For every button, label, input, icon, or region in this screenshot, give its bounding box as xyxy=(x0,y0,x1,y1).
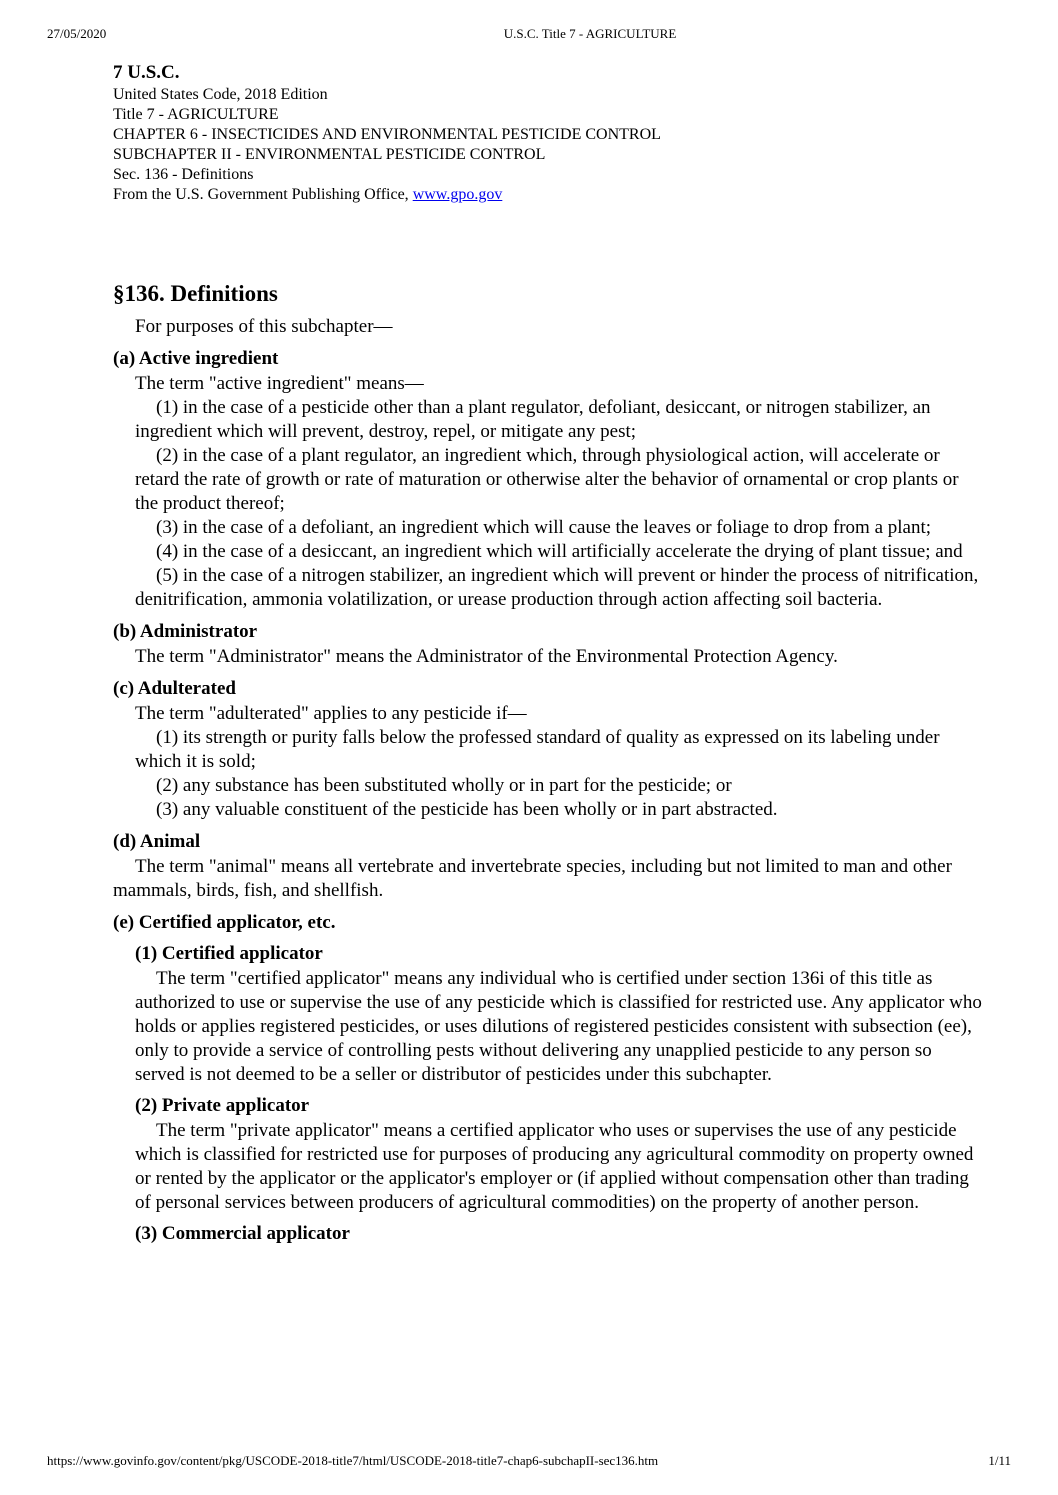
a-item-2: (2) in the case of a plant regulator, an ingredient which, through physiological action, will accelerate or retard the rate of growth or rate of maturation or otherwise alter the behavior of ornamental or crop plants or the product thereof; xyxy=(135,445,959,514)
d-text: The term "animal" means all vertebrate and invertebrate species, including but not limited to man and other mammals, birds, fish, and shellfish. xyxy=(113,856,952,901)
chapter-line: CHAPTER 6 - INSECTICIDES AND ENVIRONMENTAL PESTICIDE CONTROL xyxy=(113,126,661,143)
c-item-3: (3) any valuable constituent of the pesticide has been wholly or in part abstracted. xyxy=(156,799,778,820)
heading-a: (a) Active ingredient xyxy=(113,348,279,369)
heading-e1: (1) Certified applicator xyxy=(135,943,323,964)
heading-b: (b) Administrator xyxy=(113,621,258,642)
section-title: §136. Definitions xyxy=(113,281,278,306)
code-citation: 7 U.S.C. xyxy=(113,62,180,83)
a-item-1: (1) in the case of a pesticide other than a plant regulator, defoliant, desiccant, or nitrogen stabilizer, an ingredient which will prevent, destroy, repel, or mitigate any pest; xyxy=(135,397,931,442)
print-header-title: U.S.C. Title 7 - AGRICULTURE xyxy=(503,26,677,41)
a-item-3: (3) in the case of a defoliant, an ingredient which will cause the leaves or foliage to drop from a plant; xyxy=(156,517,932,538)
print-footer-url: https://www.govinfo.gov/content/pkg/USCODE-2018-title7/html/USCODE-2018-title7-chap6-subchapII-sec136.htm xyxy=(47,1453,659,1468)
c-lead: The term "adulterated" applies to any pesticide if— xyxy=(135,703,527,724)
document-metadata xyxy=(113,62,661,205)
section-body xyxy=(113,280,983,1247)
heading-e2: (2) Private applicator xyxy=(135,1095,310,1116)
page-number: 1/11 xyxy=(988,1453,1011,1468)
title-line: Title 7 - AGRICULTURE xyxy=(113,106,279,123)
b-text: The term "Administrator" means the Administrator of the Environmental Protection Agency. xyxy=(135,646,838,667)
c-item-2: (2) any substance has been substituted wholly or in part for the pesticide; or xyxy=(156,775,732,796)
a-lead: The term "active ingredient" means— xyxy=(135,373,424,394)
heading-e3: (3) Commercial applicator xyxy=(135,1223,350,1244)
section-line: Sec. 136 - Definitions xyxy=(113,166,254,183)
source-line xyxy=(113,185,661,205)
heading-c: (c) Adulterated xyxy=(113,678,236,699)
print-date: 27/05/2020 xyxy=(47,26,107,41)
source-prefix: From the U.S. Government Publishing Office, xyxy=(113,186,413,203)
subchapter-line: SUBCHAPTER II - ENVIRONMENTAL PESTICIDE CONTROL xyxy=(113,146,546,163)
section-intro: For purposes of this subchapter— xyxy=(135,316,393,337)
heading-d: (d) Animal xyxy=(113,831,201,852)
a-item-5: (5) in the case of a nitrogen stabilizer, an ingredient which will prevent or hinder the process of nitrification, denitrification, ammonia volatilization, or urease production through action affecting soil bacteria. xyxy=(135,565,979,610)
e2-text: The term "private applicator" means a certified applicator who uses or supervises the use of any pesticide which is classified for restricted use for purposes of producing any agricultural commodity on property owned or rented by the applicator or the applicator's employer or (if applied without compensation other than trading of personal services between producers of agricultural commodities) on the property of another person. xyxy=(135,1120,974,1213)
e1-text: The term "certified applicator" means any individual who is certified under section 136i of this title as authorized to use or supervise the use of any pesticide which is classified for restricted use. Any applicator who holds or applies registered pesticides, or uses dilutions of registered pesticides consistent with subsection (ee), only to provide a service of controlling pests without delivering any unapplied pesticide to any person so served is not deemed to be a seller or distributor of pesticides under this subchapter. xyxy=(135,968,982,1085)
heading-e: (e) Certified applicator, etc. xyxy=(113,912,336,933)
a-item-4: (4) in the case of a desiccant, an ingredient which will artificially accelerate the drying of plant tissue; and xyxy=(156,541,963,562)
c-item-1: (1) its strength or purity falls below the professed standard of quality as expressed on its labeling under which it is sold; xyxy=(135,727,940,772)
edition-line: United States Code, 2018 Edition xyxy=(113,86,328,103)
gpo-link[interactable]: www.gpo.gov xyxy=(412,186,503,203)
